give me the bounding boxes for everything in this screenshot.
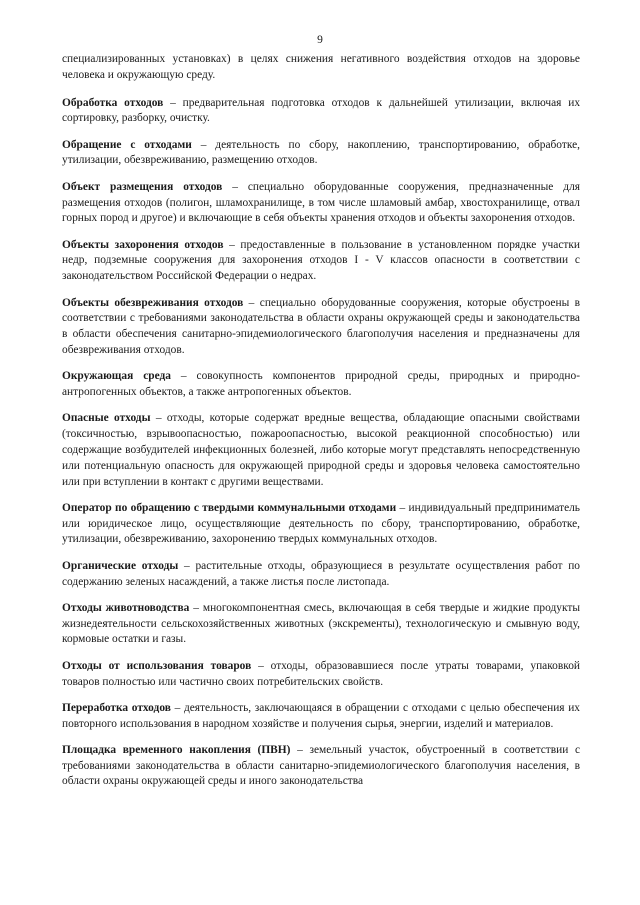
definition-term: Объекты обезвреживания отходов bbox=[62, 296, 244, 309]
definition-paragraph: Органические отходы – растительные отходы, образующиеся в результате осуществления работ по содержанию зеленых насаждений, а также листья после листопада. bbox=[62, 559, 581, 588]
definition-paragraph: Отходы от использования товаров – отходы, образовавшиеся после утраты товарами, упаковкой товаров полностью или частично своих потребительских свойств. bbox=[62, 659, 580, 688]
definition-text: земельный участок, обустроенный в соответствии с требованиями законодательства в области санитарно-эпидемиологического благополучия населения, в области охраны окружающей среды и иного законодательства bbox=[62, 743, 581, 788]
definition-paragraph: Переработка отходов – деятельность, заключающаяся в обращении с отходами с целью обеспечения их повторного использования в народном хозяйстве и получения сырья, энергии, изделий и материалов. bbox=[62, 701, 581, 730]
definition-term: Органические отходы bbox=[62, 559, 179, 572]
definition-term: Переработка отходов bbox=[62, 701, 171, 714]
intro-paragraph: специализированных установках) в целях снижения негативного воздействия отходов на здоровье человека и окружающую среду. bbox=[62, 53, 580, 81]
definition-term: Объект размещения отходов bbox=[62, 180, 223, 193]
definition-term: Отходы от использования товаров bbox=[62, 659, 252, 672]
definition-term: Обращение с отходами bbox=[62, 138, 192, 151]
definition-text: отходы, образовавшиеся после утраты товарами, упаковкой товаров полностью или частично своих потребительских свойств. bbox=[62, 659, 580, 688]
definition-paragraph: Опасные отходы – отходы, которые содержат вредные вещества, обладающие опасными свойствами (токсичностью, взрывоопасностью, пожароопасностью, высокой реакционной способностью) или содержащие возбудителей инфекционных болезней, либо которые могут представлять непосредственную или потенциальную опасность для окружающей природной среды и здоровья человека самостоятельно или при вступлении в контакт с другими веществами. bbox=[62, 412, 580, 488]
definition-paragraph: Объект размещения отходов – специально оборудованные сооружения, предназначенные для размещения отходов (полигон, шламохранилище, в том числе шламовый амбар, хвостохранилище, отвал горных пород и другое) и включающие в себя объекты хранения отходов и объекты захоронения отходов. bbox=[62, 180, 580, 225]
definition-text: многокомпонентная смесь, включающая в себя твердые и жидкие продукты жизнедеятельности сельскохозяйственных животных (экскременты), технологическую и смывную воду, кормовые остатки и газы. bbox=[62, 601, 580, 646]
definition-text: предоставленные в пользование в установленном порядке участки недр, подземные сооружения для захоронения отходов I - V классов опасности в соответствии с законодательством Российской Федерации о недрах. bbox=[62, 238, 580, 283]
definition-paragraph: Отходы животноводства – многокомпонентная смесь, включающая в себя твердые и жидкие продукты жизнедеятельности сельскохозяйственных животных (экскременты), технологическую и смывную воду, кормовые остатки и газы. bbox=[62, 601, 580, 646]
definition-term: Объекты захоронения отходов bbox=[62, 238, 224, 251]
definition-text: отходы, которые содержат вредные вещества, обладающие опасными свойствами (токсичностью, взрывоопасностью, пожароопасностью, высокой реакционной способностью) или содержащие возбудителей инфекционных болезней, либо которые могут представлять непосредственную или потенциальную опасность для окружающей природной среды и здоровья человека самостоятельно или при вступлении в контакт с другими веществами. bbox=[62, 412, 580, 488]
document-body bbox=[62, 52, 580, 801]
definition-text: совокупность компонентов природной среды, природных и природно-антропогенных объектов, а также антропогенных объектов. bbox=[62, 370, 581, 399]
definition-paragraph: Оператор по обращению с твердыми коммунальными отходами – индивидуальный предприниматель или юридическое лицо, осуществляющие деятельность по сбору, транспортированию, обработке, утилизации, обезвреживанию, захоронению твердых коммунальных отходов. bbox=[62, 501, 581, 546]
definition-text: предварительная подготовка отходов к дальнейшей утилизации, включая их сортировку, разборку, очистку. bbox=[62, 96, 581, 125]
definition-paragraph: Окружающая среда – совокупность компонентов природной среды, природных и природно-антропогенных объектов, а также антропогенных объектов. bbox=[62, 370, 581, 399]
definition-term: Обработка отходов bbox=[62, 96, 164, 109]
definition-term: Окружающая среда bbox=[62, 370, 171, 383]
definition-term: Опасные отходы bbox=[62, 412, 151, 425]
page-number: 9 bbox=[317, 34, 323, 46]
definition-text: деятельность по сбору, накоплению, транспортированию, обработке, утилизации, обезвреживанию, размещению отходов. bbox=[62, 138, 580, 167]
definition-paragraph: Обработка отходов – предварительная подготовка отходов к дальнейшей утилизации, включая их сортировку, разборку, очистку. bbox=[62, 96, 581, 125]
definition-paragraph: Объекты захоронения отходов – предоставленные в пользование в установленном порядке участки недр, подземные сооружения для захоронения отходов I - V классов опасности в соответствии с законодательством Российской Федерации о недрах. bbox=[62, 238, 580, 283]
definition-paragraph: Объекты обезвреживания отходов – специально оборудованные сооружения, которые обустроены в соответствии с требованиями законодательства в области охраны окружающей среды и законодательства в области обеспечения санитарно-эпидемиологического благополучия населения и предназначены для обезвреживания отходов. bbox=[62, 296, 580, 356]
definition-term: Оператор по обращению с твердыми коммунальными отходами bbox=[62, 501, 397, 514]
definition-text: индивидуальный предприниматель или юридическое лицо, осуществляющие деятельность по сбору, транспортированию, обработке, утилизации, обезвреживанию, захоронению твердых коммунальных отходов. bbox=[62, 501, 581, 546]
definition-text: специально оборудованные сооружения, которые обустроены в соответствии с требованиями законодательства в области охраны окружающей среды и законодательства в области обеспечения санитарно-эпидемиологического благополучия населения и предназначены для обезвреживания отходов. bbox=[62, 296, 580, 356]
definition-text: деятельность, заключающаяся в обращении с отходами с целью обеспечения их повторного использования в народном хозяйстве и получения сырья, энергии, изделий и материалов. bbox=[62, 701, 581, 730]
definition-paragraph: Площадка временного накопления (ПВН) – земельный участок, обустроенный в соответствии с требованиями законодательства в области санитарно-эпидемиологического благополучия населения, в области охраны окружающей среды и иного законодательства bbox=[62, 743, 581, 788]
definition-paragraph: Обращение с отходами – деятельность по сбору, накоплению, транспортированию, обработке, утилизации, обезвреживанию, размещению отходов. bbox=[62, 138, 580, 167]
definition-term: Площадка временного накопления (ПВН) bbox=[62, 743, 291, 756]
definition-term: Отходы животноводства bbox=[62, 601, 190, 614]
definition-text: растительные отходы, образующиеся в результате осуществления работ по содержанию зеленых насаждений, а также листья после листопада. bbox=[62, 559, 581, 588]
definition-text: специально оборудованные сооружения, предназначенные для размещения отходов (полигон, шламохранилище, в том числе шламовый амбар, хвостохранилище, отвал горных пород и другое) и включающие в себя объекты хранения отходов и объекты захоронения отходов. bbox=[62, 180, 580, 225]
